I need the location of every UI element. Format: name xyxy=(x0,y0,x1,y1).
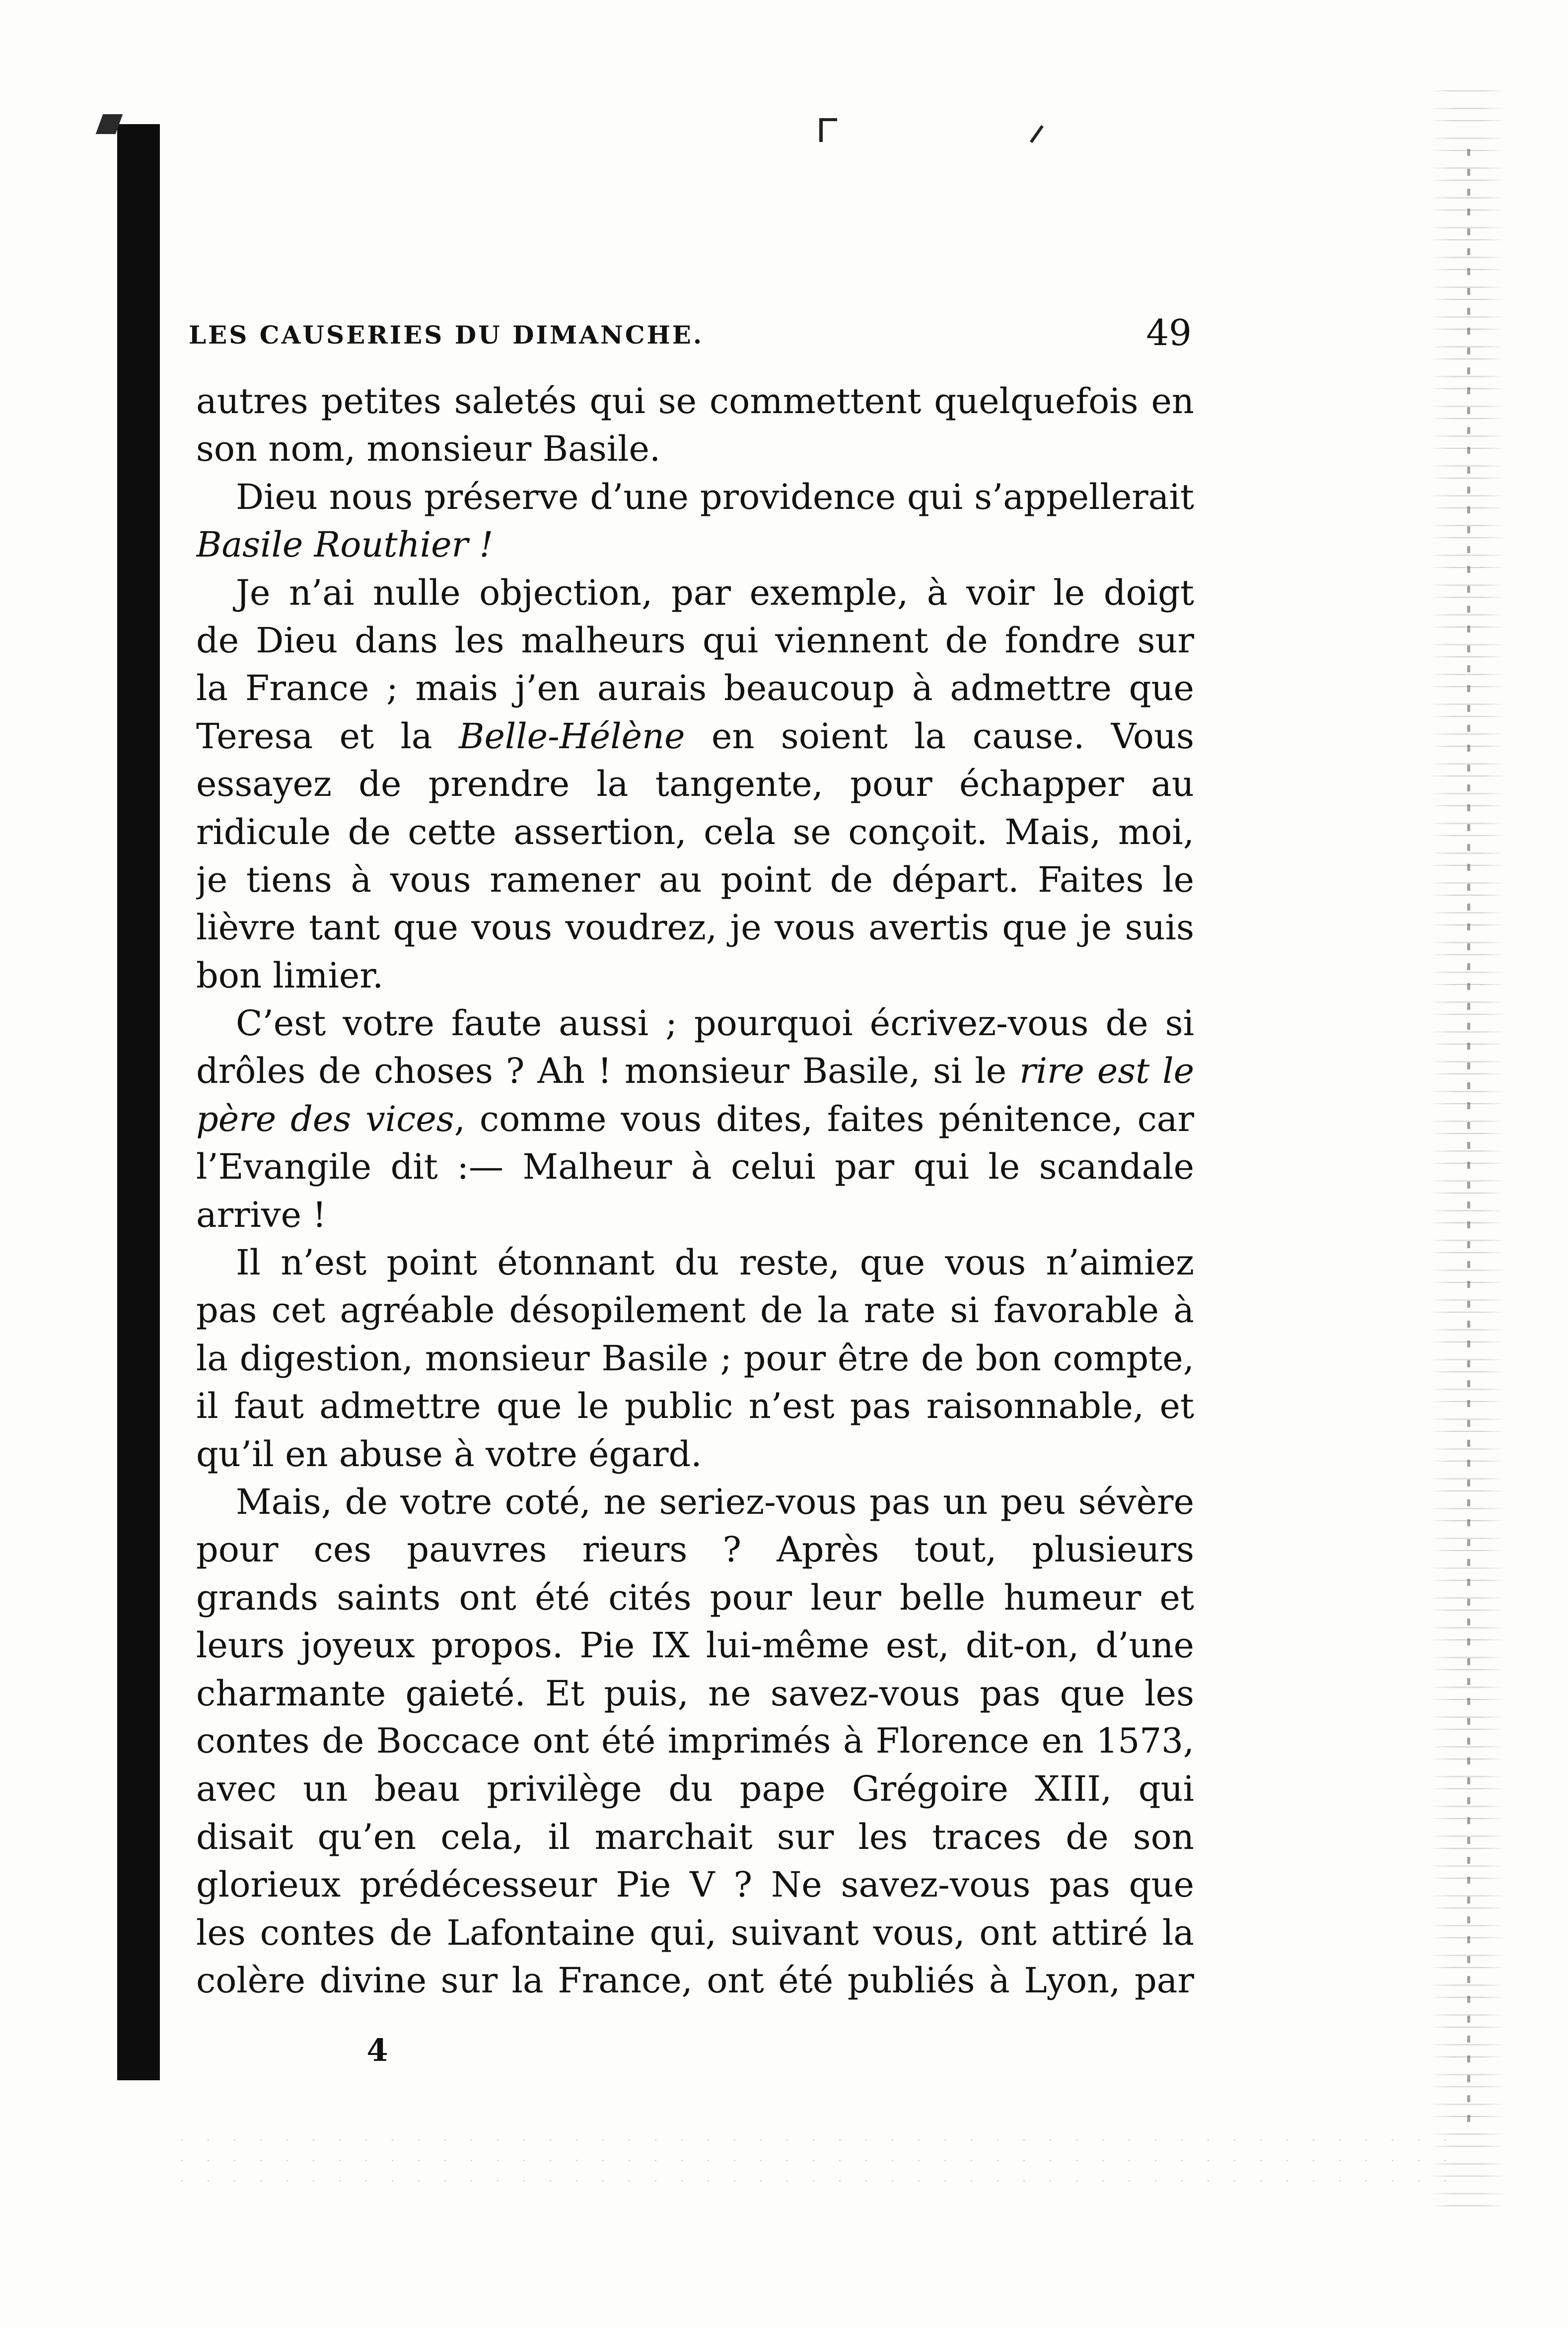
page-number: 49 xyxy=(1146,312,1192,353)
text-line: pour ces pauvres rieurs ? Après tout, plusieurs xyxy=(196,1529,1194,1570)
text-line: l’Evangile dit :— Malheur à celui par qui le scandale xyxy=(196,1146,1194,1188)
text-line: arrive ! xyxy=(196,1194,327,1235)
text-line: pas cet agréable désopilement de la rate si favorable à xyxy=(196,1290,1194,1331)
text-line: Dieu nous préserve d’une providence qui s’appellerait xyxy=(236,476,1194,517)
text-line: Je n’ai nulle objection, par exemple, à voir le doigt xyxy=(236,572,1194,613)
text-line: essayez de prendre la tangente, pour échapper au xyxy=(196,764,1194,805)
text-line: grands saints ont été cités pour leur belle humeur et xyxy=(196,1577,1194,1618)
text-line: C’est votre faute aussi ; pourquoi écrivez-vous de si xyxy=(236,1003,1194,1044)
text-line-italic: Basile Routhier ! xyxy=(196,524,494,565)
text-line: Mais, de votre coté, ne seriez-vous pas un peu sévère xyxy=(236,1481,1194,1522)
text-line: son nom, monsieur Basile. xyxy=(196,428,661,470)
text-line: drôles de choses ? Ah ! monsieur Basile, si le rire est le xyxy=(196,1051,1194,1092)
text-line: bon limier. xyxy=(196,955,384,996)
text-line: les contes de Lafontaine qui, suivant vous, ont attiré la xyxy=(196,1912,1194,1953)
text-line: leurs joyeux propos. Pie IX lui-même est, dit-on, d’une xyxy=(196,1625,1194,1666)
bottom-margin-speckle xyxy=(169,2130,1460,2189)
signature-mark: 4 xyxy=(366,2032,388,2068)
text-line: avec un beau privilège du pape Grégoire XIII, qui xyxy=(196,1768,1194,1810)
text-line: colère divine sur la France, ont été publiés à Lyon, par xyxy=(196,1960,1194,2001)
text-line: la digestion, monsieur Basile ; pour être de bon compte, xyxy=(196,1338,1194,1379)
text-line: Il n’est point étonnant du reste, que vous n’aimiez xyxy=(236,1242,1194,1283)
body-text xyxy=(196,377,1194,2004)
text-line: il faut admettre que le public n’est pas raisonnable, et xyxy=(196,1386,1194,1427)
text-line: ridicule de cette assertion, cela se conçoit. Mais, moi, xyxy=(196,811,1194,852)
text-line: disait qu’en cela, il marchait sur les traces de son xyxy=(196,1816,1194,1857)
text-line: je tiens à vous ramener au point de départ. Faites le xyxy=(196,859,1194,900)
text-line: la France ; mais j’en aurais beaucoup à admettre que xyxy=(196,668,1194,709)
text-line: de Dieu dans les malheurs qui viennent de fondre sur xyxy=(196,620,1194,661)
text-line: charmante gaieté. Et puis, ne savez-vous pas que les xyxy=(196,1673,1194,1714)
text-line: père des vices, comme vous dites, faites pénitence, car xyxy=(196,1098,1194,1139)
running-head-title: LES CAUSERIES DU DIMANCHE. xyxy=(189,320,704,350)
stray-mark-bracket xyxy=(819,118,837,142)
text-line: lièvre tant que vous voudrez, je vous avertis que je suis xyxy=(196,907,1194,948)
text-line: glorieux prédécesseur Pie V ? Ne savez-vous pas que xyxy=(196,1864,1194,1906)
binding-edge xyxy=(117,124,160,2080)
text-line: qu’il en abuse à votre égard. xyxy=(196,1433,702,1475)
right-margin-streak xyxy=(1467,149,1470,2135)
text-line: autres petites saletés qui se commettent quelquefois en xyxy=(196,381,1194,422)
text-line: contes de Boccace ont été imprimés à Florence en 1573, xyxy=(196,1721,1194,1761)
text-line: Teresa et la Belle-Hélène en soient la cause. Vous xyxy=(196,715,1194,757)
stray-mark-slash xyxy=(1030,125,1044,143)
